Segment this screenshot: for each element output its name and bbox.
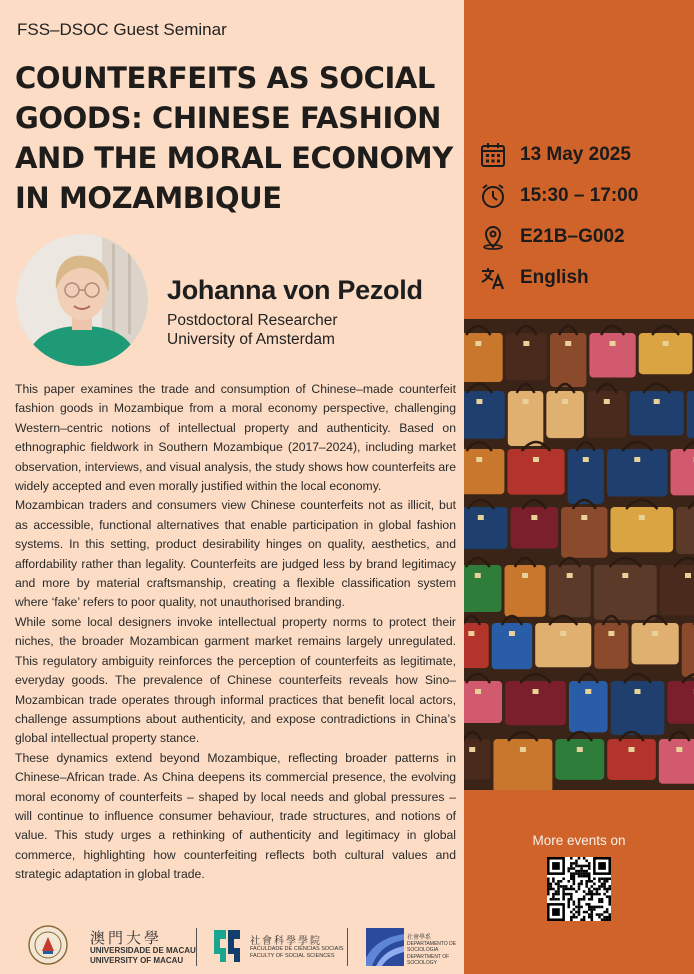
speaker-avatar (16, 234, 148, 366)
handbag (546, 384, 584, 438)
handbag (639, 326, 693, 374)
handbag (464, 732, 490, 779)
handbag (464, 326, 503, 382)
handbag (464, 442, 504, 494)
handbag (660, 558, 694, 615)
event-date: 13 May 2025 (520, 144, 631, 165)
handbag (505, 558, 546, 617)
handbag (611, 674, 665, 735)
abstract (15, 380, 456, 885)
handbag (667, 674, 694, 724)
handbag (671, 442, 694, 495)
handbag (632, 616, 679, 664)
handbag (568, 442, 604, 504)
um-portuguese-name: UNIVERSIDADE DE MACAU (90, 946, 196, 955)
handbag (682, 616, 694, 677)
um-english-name: UNIVERSITY OF MACAU (90, 956, 184, 965)
handbag (464, 384, 505, 439)
speaker-name: Johanna von Pezold (167, 275, 423, 305)
handbag (550, 326, 586, 387)
translate-icon (480, 265, 506, 291)
fss-english-name: FACULTY OF SOCIAL SCIENCES (250, 953, 335, 959)
handbag (549, 558, 591, 617)
abstract-paragraph: These dynamics extend beyond Mozambique, reflecting broader patterns in Chinese–African trade. As China deepens its commercial presence, the evolving moral economy of counterfeits – shaped by local needs and global pressures – will continue to influence consumer behaviour, trade structures, and notions of value. This study urges a rethinking of authenticity and legitimacy in global commerce, highlighting how counterfeiting reflects both cultural values and strategic adaptation in global trade. (15, 750, 456, 882)
handbag (587, 384, 627, 438)
location-pin-icon (480, 224, 506, 250)
logo-divider (196, 928, 197, 966)
handbag (594, 616, 628, 669)
handbag (511, 500, 559, 548)
handbag (506, 326, 547, 380)
handbag (607, 442, 668, 497)
event-date-row (480, 142, 631, 168)
market-bags-photo (464, 319, 694, 790)
dsoc-chinese-name: 社會學系 (407, 935, 432, 941)
handbag (464, 500, 508, 549)
handbag (505, 674, 566, 725)
handbag (561, 500, 607, 558)
handbag (594, 558, 657, 620)
handbag (508, 384, 544, 446)
abstract-paragraph: While some local designers invoke intellectual property norms to protect their niches, the broader Mozambican garment market remains largely unregulated. This regulatory ambiguity reinforces the perception of counterfeits as legitimate, everyday goods. The prevalence of Chinese counterfeits reveals how Sino–Mozambican trade operates through informal practices that benefit local actors, challenge assumptions about authenticity, and expose contradictions in China’s global intellectual property stance. (15, 614, 456, 746)
handbag (493, 732, 552, 790)
seminar-series-label: FSS–DSOC Guest Seminar (17, 20, 227, 39)
event-language: English (520, 267, 589, 288)
fss-portuguese-name: FACULDADE DE CIÊNCIAS SOCIAIS (250, 946, 344, 952)
university-of-macau-seal-icon (28, 925, 68, 965)
clock-icon (480, 183, 506, 209)
handbag (607, 732, 656, 780)
event-venue: E21B–G002 (520, 226, 625, 247)
abstract-paragraph: Mozambican traders and consumers view Chinese counterfeits not as illicit, but as accessible, functional alternatives that enable participation in global fashion systems. In this setting, product desirability hinges on quality, aesthetics, and affordability rather than legality. Counterfeits are judged less by brand legitimacy and more by material craftsmanship, creating a flexible classification system where ‘fake’ refers to poor quality, not unauthorised branding. (15, 498, 456, 610)
handbag (676, 500, 694, 554)
dsoc-english-name: DEPARTMENT OF SOCIOLOGY (407, 954, 450, 966)
fss-chinese-name: 社會科學學院 (250, 936, 322, 947)
handbag (492, 616, 532, 669)
event-language-row (480, 265, 589, 291)
handbag (630, 384, 684, 435)
handbag (464, 558, 502, 612)
event-time: 15:30 – 17:00 (520, 185, 639, 206)
handbag (464, 674, 502, 723)
handbag (507, 442, 564, 495)
dsoc-logo-icon (366, 928, 404, 966)
handbag (464, 616, 489, 668)
fss-logo-icon (212, 928, 242, 964)
abstract-paragraph: This paper examines the trade and consumption of Chinese–made counterfeit fashion goods in Mozambique from a moral economy perspective, challenging Western–centric notions of intellectual property and authenticity. Based on ethnographic fieldwork in Southern Mozambique (2017–2024), including market observation, interviews, and visual analysis, the study shows how counterfeits are widely accepted and even morally justified within the local economy. (15, 382, 456, 494)
um-chinese-name: 澳門大學 (90, 929, 163, 947)
event-venue-row (480, 224, 625, 250)
more-events-label: More events on (532, 833, 626, 848)
footer-logos (0, 922, 464, 974)
qr-code[interactable] (547, 857, 611, 921)
dsoc-portuguese-name: DEPARTAMENTO DE SOCIOLOGIA (407, 941, 457, 953)
event-time-row (480, 183, 638, 209)
calendar-icon (480, 142, 506, 168)
handbag (535, 616, 591, 667)
handbag (569, 674, 608, 732)
handbag (589, 326, 635, 378)
handbag (610, 500, 673, 552)
speaker-role: Postdoctoral Researcher (167, 312, 338, 329)
logo-divider (347, 928, 348, 966)
speaker-institution: University of Amsterdam (167, 331, 335, 348)
handbag (555, 732, 604, 780)
handbag (659, 732, 694, 784)
seminar-title: COUNTERFEITS AS SOCIAL GOODS: CHINESE FASHION AND THE MORAL ECONOMY IN MOZAMBIQUE (15, 61, 453, 215)
